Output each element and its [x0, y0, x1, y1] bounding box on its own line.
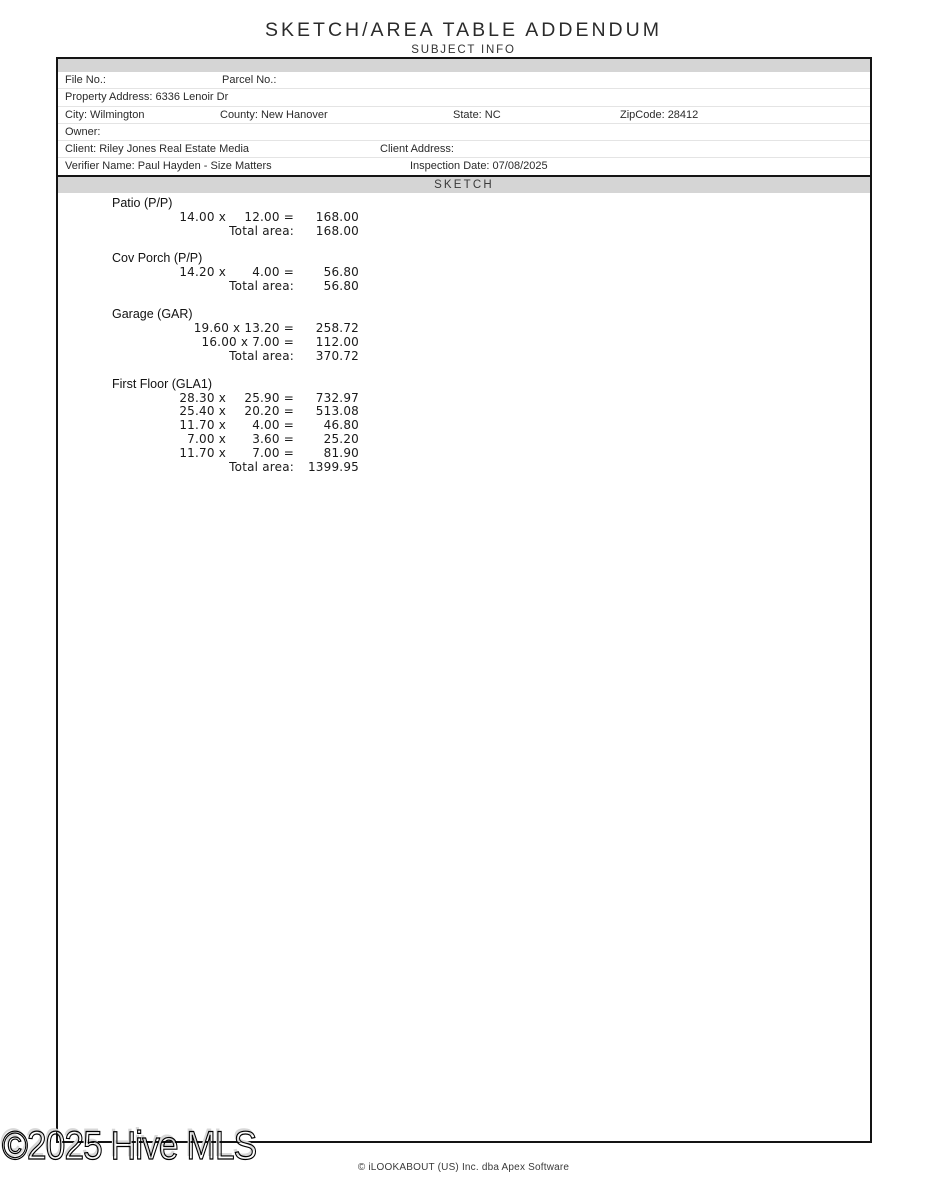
area-group-garage — [58, 308, 870, 364]
field-client-address: Client Address: — [380, 143, 454, 156]
area-total-row — [58, 225, 870, 239]
field-file-no: File No.: — [65, 74, 106, 86]
area-calc-row — [58, 392, 870, 406]
dim1: 28.30 x — [179, 390, 226, 405]
field-verifier-name: Verifier Name: Paul Hayden - Size Matters — [65, 160, 272, 173]
dims: 19.60 x 13.20 = — [193, 321, 294, 336]
area-group-cov-porch — [58, 252, 870, 294]
dims: 16.00 x 7.00 = — [201, 334, 294, 349]
total-value: 168.00 — [315, 223, 359, 238]
field-parcel-no: Parcel No.: — [222, 74, 277, 86]
field-client: Client: Riley Jones Real Estate Media — [65, 143, 250, 156]
total-label: Total area: — [229, 279, 294, 294]
dim1: 14.00 x — [179, 209, 226, 224]
area-total-row — [58, 350, 870, 364]
area-value: 56.80 — [323, 265, 359, 280]
area-total-row — [58, 280, 870, 294]
area-calc-row — [58, 336, 870, 350]
total-label: Total area: — [229, 223, 294, 238]
area-calc-row — [58, 211, 870, 225]
area-group-label: Patio (P/P) — [112, 195, 173, 210]
area-value: 46.80 — [323, 418, 359, 433]
dim2: 4.00 = — [252, 418, 294, 433]
subject-info-header-bar — [58, 59, 870, 72]
total-label: Total area: — [229, 348, 294, 363]
dim1: 25.40 x — [179, 404, 226, 419]
total-value: 56.80 — [323, 279, 359, 294]
subject-row-verifier — [58, 157, 870, 174]
dim2: 12.00 = — [244, 209, 294, 224]
area-value: 258.72 — [315, 321, 359, 336]
dim1: 11.70 x — [179, 418, 226, 433]
field-property-address: Property Address: 6336 Lenoir Dr — [65, 91, 229, 104]
dim1: 14.20 x — [179, 265, 226, 280]
area-calc-row — [58, 405, 870, 419]
dim2: 4.00 = — [252, 265, 294, 280]
total-value: 370.72 — [315, 348, 359, 363]
area-group-first-floor — [58, 378, 870, 475]
dim2: 3.60 = — [252, 432, 294, 447]
field-state: State: NC — [453, 108, 501, 121]
area-value: 25.20 — [323, 432, 359, 447]
field-zipcode: ZipCode: 28412 — [620, 108, 699, 121]
sketch-section-header: SKETCH — [58, 177, 870, 193]
subject-row-client — [58, 140, 870, 157]
sketch-area-table — [58, 193, 870, 475]
area-calc-row — [58, 447, 870, 461]
field-inspection-date: Inspection Date: 07/08/2025 — [410, 160, 548, 173]
area-calc-row — [58, 322, 870, 336]
area-value: 513.08 — [315, 404, 359, 419]
copyright-footer: © iLOOKABOUT (US) Inc. dba Apex Software — [357, 1162, 570, 1173]
dim2: 20.20 = — [244, 404, 294, 419]
dim2: 7.00 = — [252, 446, 294, 461]
area-value: 732.97 — [315, 390, 359, 405]
total-value: 1399.95 — [307, 460, 359, 475]
area-value: 112.00 — [315, 334, 359, 349]
area-calc-row — [58, 266, 870, 280]
field-city: City: Wilmington — [65, 108, 145, 121]
total-label: Total area: — [229, 460, 294, 475]
area-value: 168.00 — [315, 209, 359, 224]
area-group-patio — [58, 197, 870, 239]
area-total-row — [58, 461, 870, 475]
area-group-label: First Floor (GLA1) — [112, 376, 213, 391]
area-value: 81.90 — [323, 446, 359, 461]
field-owner: Owner: — [65, 125, 101, 138]
dim2: 25.90 = — [244, 390, 294, 405]
dim1: 7.00 x — [187, 432, 226, 447]
subject-row-city-county-state-zip — [58, 106, 870, 123]
subject-row-owner — [58, 123, 870, 140]
subject-row-property-address — [58, 88, 870, 105]
subject-row-file-parcel — [58, 72, 870, 88]
dim1: 11.70 x — [179, 446, 226, 461]
form-box — [56, 57, 872, 1143]
field-county: County: New Hanover — [220, 108, 328, 121]
area-group-label: Cov Porch (P/P) — [112, 251, 203, 266]
page-title: SKETCH/AREA TABLE ADDENDUM — [265, 19, 662, 41]
area-calc-row — [58, 419, 870, 433]
area-calc-row — [58, 433, 870, 447]
mls-watermark: ©2025 Hive MLS — [2, 1124, 257, 1168]
subject-info-heading: SUBJECT INFO — [411, 44, 516, 56]
area-group-label: Garage (GAR) — [112, 307, 193, 322]
